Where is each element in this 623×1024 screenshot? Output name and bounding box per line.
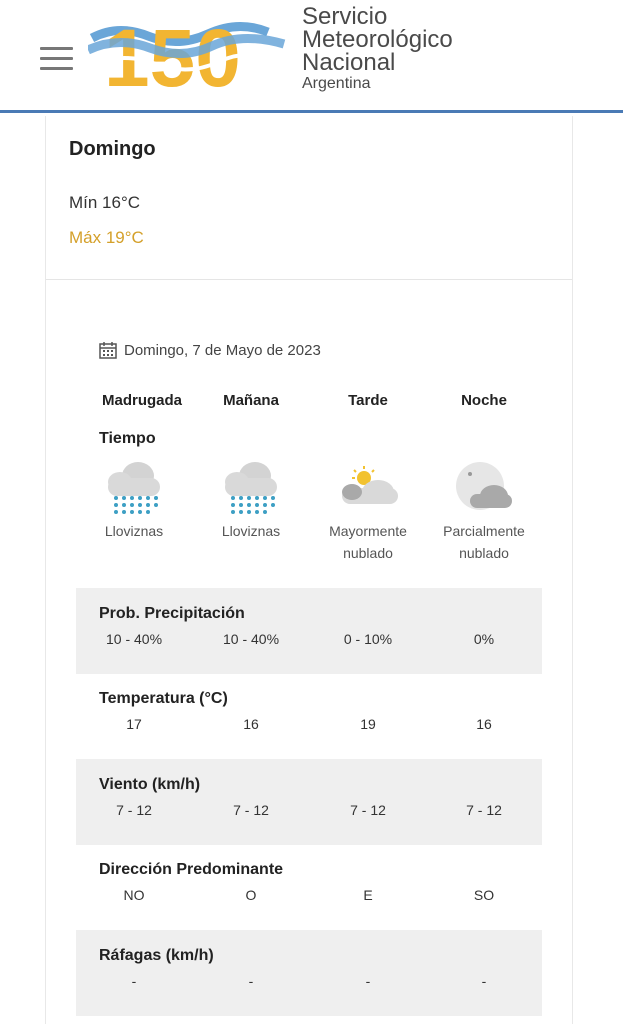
max-temp: Máx 19°C bbox=[69, 228, 144, 247]
min-temp: Mín 16°C bbox=[69, 193, 141, 212]
weather-desc: Mayormente nublado bbox=[329, 523, 407, 561]
weather-desc: Lloviznas bbox=[221, 523, 281, 539]
drizzle-icon bbox=[219, 458, 283, 522]
brand-line-3: Nacional bbox=[302, 49, 396, 76]
weather-desc: Lloviznas bbox=[104, 523, 164, 539]
row-value: - bbox=[481, 973, 487, 989]
weather-desc: Parcialmente nublado bbox=[443, 523, 525, 561]
brand-country: Argentina bbox=[302, 75, 371, 92]
mostly-cloudy-day-icon bbox=[336, 458, 400, 522]
brand-line-1: Servicio bbox=[302, 3, 388, 30]
row-value: SO bbox=[473, 887, 495, 903]
row-value: 0 - 10% bbox=[343, 631, 393, 647]
row-value: 16 bbox=[476, 716, 492, 732]
temperature-row bbox=[76, 673, 542, 759]
precipitation-row bbox=[76, 588, 542, 674]
brand-line-2: Meteorológico bbox=[302, 26, 453, 53]
wind-row bbox=[76, 759, 542, 845]
period-tarde: Tarde bbox=[348, 392, 388, 409]
logo-number: 150 bbox=[104, 13, 241, 96]
forecast-card bbox=[45, 116, 573, 1024]
row-value: 16 bbox=[243, 716, 259, 732]
calendar-icon bbox=[98, 340, 118, 360]
partly-cloudy-night-icon bbox=[452, 458, 516, 522]
row-title: Viento (km/h) bbox=[99, 776, 201, 793]
day-summary bbox=[46, 116, 572, 280]
row-value: - bbox=[131, 973, 137, 989]
row-value: NO bbox=[123, 887, 145, 903]
gusts-row bbox=[76, 930, 542, 1016]
row-value: 7 - 12 bbox=[466, 802, 502, 818]
day-title: Domingo bbox=[69, 138, 156, 160]
row-value: - bbox=[248, 973, 254, 989]
row-value: E bbox=[363, 887, 373, 903]
period-madrugada: Madrugada bbox=[101, 392, 183, 409]
smn-150-logo[interactable] bbox=[88, 6, 288, 96]
row-title: Temperatura (°C) bbox=[99, 690, 228, 707]
period-noche: Noche bbox=[461, 392, 507, 409]
row-value: 7 - 12 bbox=[233, 802, 269, 818]
row-value: - bbox=[365, 973, 371, 989]
row-value: 17 bbox=[126, 716, 142, 732]
menu-bar bbox=[40, 57, 73, 60]
date-text: Domingo, 7 de Mayo de 2023 bbox=[124, 341, 321, 359]
row-value: 7 - 12 bbox=[116, 802, 152, 818]
row-value: 19 bbox=[360, 716, 376, 732]
row-value: 10 - 40% bbox=[222, 631, 280, 647]
row-title: Dirección Predominante bbox=[99, 861, 284, 878]
row-title: Prob. Precipitación bbox=[99, 605, 245, 622]
weather-label: Tiempo bbox=[99, 430, 156, 447]
row-value: 10 - 40% bbox=[105, 631, 163, 647]
site-header bbox=[0, 0, 623, 113]
row-title: Ráfagas (km/h) bbox=[99, 947, 214, 964]
drizzle-icon bbox=[102, 458, 166, 522]
period-manana: Mañana bbox=[223, 392, 279, 409]
row-value: 0% bbox=[473, 631, 495, 647]
hamburger-menu-button[interactable] bbox=[40, 47, 73, 71]
forecast-date bbox=[98, 340, 321, 360]
menu-bar bbox=[40, 67, 73, 70]
wind-direction-row bbox=[76, 844, 542, 930]
menu-bar bbox=[40, 47, 73, 50]
row-value: O bbox=[245, 887, 257, 903]
row-value: 7 - 12 bbox=[350, 802, 386, 818]
brand-name bbox=[302, 5, 453, 95]
